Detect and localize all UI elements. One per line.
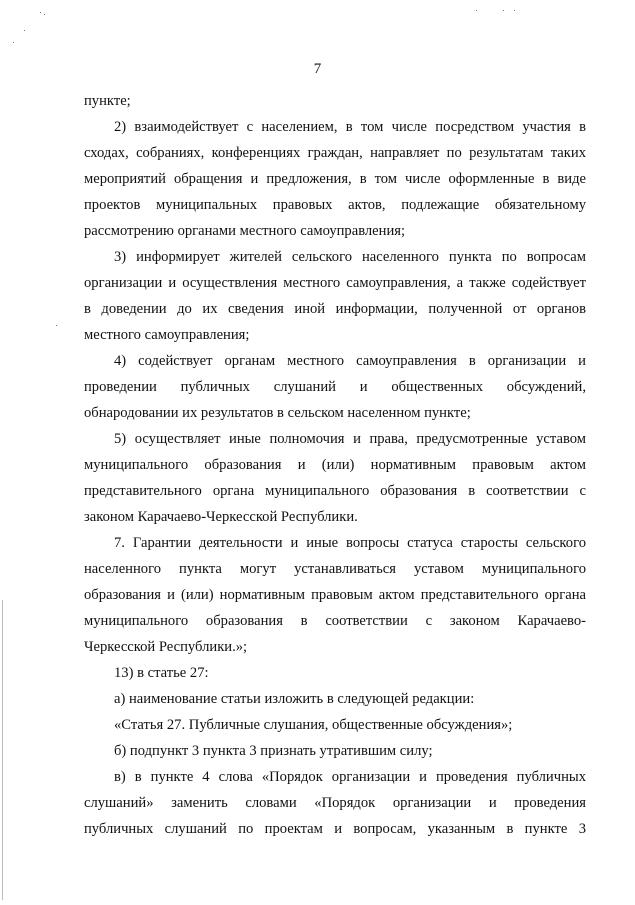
scan-speck	[476, 10, 477, 11]
text-line: проведении публичных слушаний и общественных обсуждений,	[84, 379, 586, 395]
page-number: 7	[313, 61, 322, 77]
text-line: Черкесской Республики.»;	[84, 639, 248, 655]
paragraph-subitem-v	[84, 764, 586, 842]
scan-speck	[40, 12, 41, 13]
paragraph-subitem-b	[84, 738, 586, 764]
text-line: 13) в статье 27:	[114, 665, 209, 681]
scan-speck	[44, 14, 45, 15]
text-line: образования и (или) нормативным правовым актом представительного органа	[84, 587, 586, 603]
paragraph-continuation	[84, 88, 586, 114]
paragraph-item-2	[84, 114, 586, 244]
text-line: муниципального образования в соответствии с законом Карачаево-	[84, 613, 586, 629]
text-line: в) в пункте 4 слова «Порядок организации и проведения публичных	[114, 769, 586, 785]
scan-speck	[24, 30, 25, 31]
scan-edge	[2, 600, 3, 900]
text-line: а) наименование статьи изложить в следующей редакции:	[114, 691, 475, 707]
paragraph-item-4	[84, 348, 586, 426]
text-line: 5) осуществляет иные полномочия и права, предусмотренные уставом	[114, 431, 586, 447]
scan-speck	[503, 10, 504, 11]
scan-speck	[56, 325, 57, 326]
text-line: публичных слушаний по проектам и вопросам, указанным в пункте 3	[84, 821, 586, 837]
text-line: обнародовании их результатов в сельском населенном пункте;	[84, 405, 471, 421]
scan-speck	[514, 10, 515, 11]
text-line: «Статья 27. Публичные слушания, общественные обсуждения»;	[114, 717, 513, 733]
text-line: б) подпункт 3 пункта 3 признать утратившим силу;	[114, 743, 433, 759]
text-line: законом Карачаево-Черкесской Республики.	[84, 509, 358, 525]
text-line: населенного пункта могут устанавливаться уставом муниципального	[84, 561, 586, 577]
text-line: 7. Гарантии деятельности и иные вопросы статуса старосты сельского	[114, 535, 586, 551]
text-line: 3) информирует жителей сельского населенного пункта по вопросам	[114, 249, 586, 265]
text-line: представительного органа муниципального образования в соответствии с	[84, 483, 586, 499]
text-line: местного самоуправления;	[84, 327, 250, 343]
scan-speck	[13, 42, 14, 43]
paragraph-item-3	[84, 244, 586, 348]
document-body	[84, 88, 586, 842]
text-line: 4) содействует органам местного самоуправления в организации и	[114, 353, 586, 369]
text-line: слушаний» заменить словами «Порядок организации и проведения	[84, 795, 586, 811]
paragraph-subitem-a	[84, 686, 586, 712]
paragraph-point-7	[84, 530, 586, 660]
paragraph-item-5	[84, 426, 586, 530]
text-line: мероприятий обращения и предложения, в том числе оформленные в виде	[84, 171, 586, 187]
text-line: организации и осуществления местного самоуправления, а также содействует	[84, 275, 586, 291]
paragraph-article-title	[84, 712, 586, 738]
paragraph-item-13	[84, 660, 586, 686]
text-line: рассмотрению органами местного самоуправления;	[84, 223, 406, 239]
text-line: муниципального образования и (или) нормативным правовым актом	[84, 457, 586, 473]
text-line: 2) взаимодействует с населением, в том числе посредством участия в	[114, 119, 586, 135]
text-line: в доведении до их сведения иной информации, полученной от органов	[84, 301, 586, 317]
text-line: пункте;	[84, 93, 131, 109]
text-line: сходах, собраниях, конференциях граждан, направляет по результатам таких	[84, 145, 586, 161]
text-line: проектов муниципальных правовых актов, подлежащие обязательному	[84, 197, 586, 213]
